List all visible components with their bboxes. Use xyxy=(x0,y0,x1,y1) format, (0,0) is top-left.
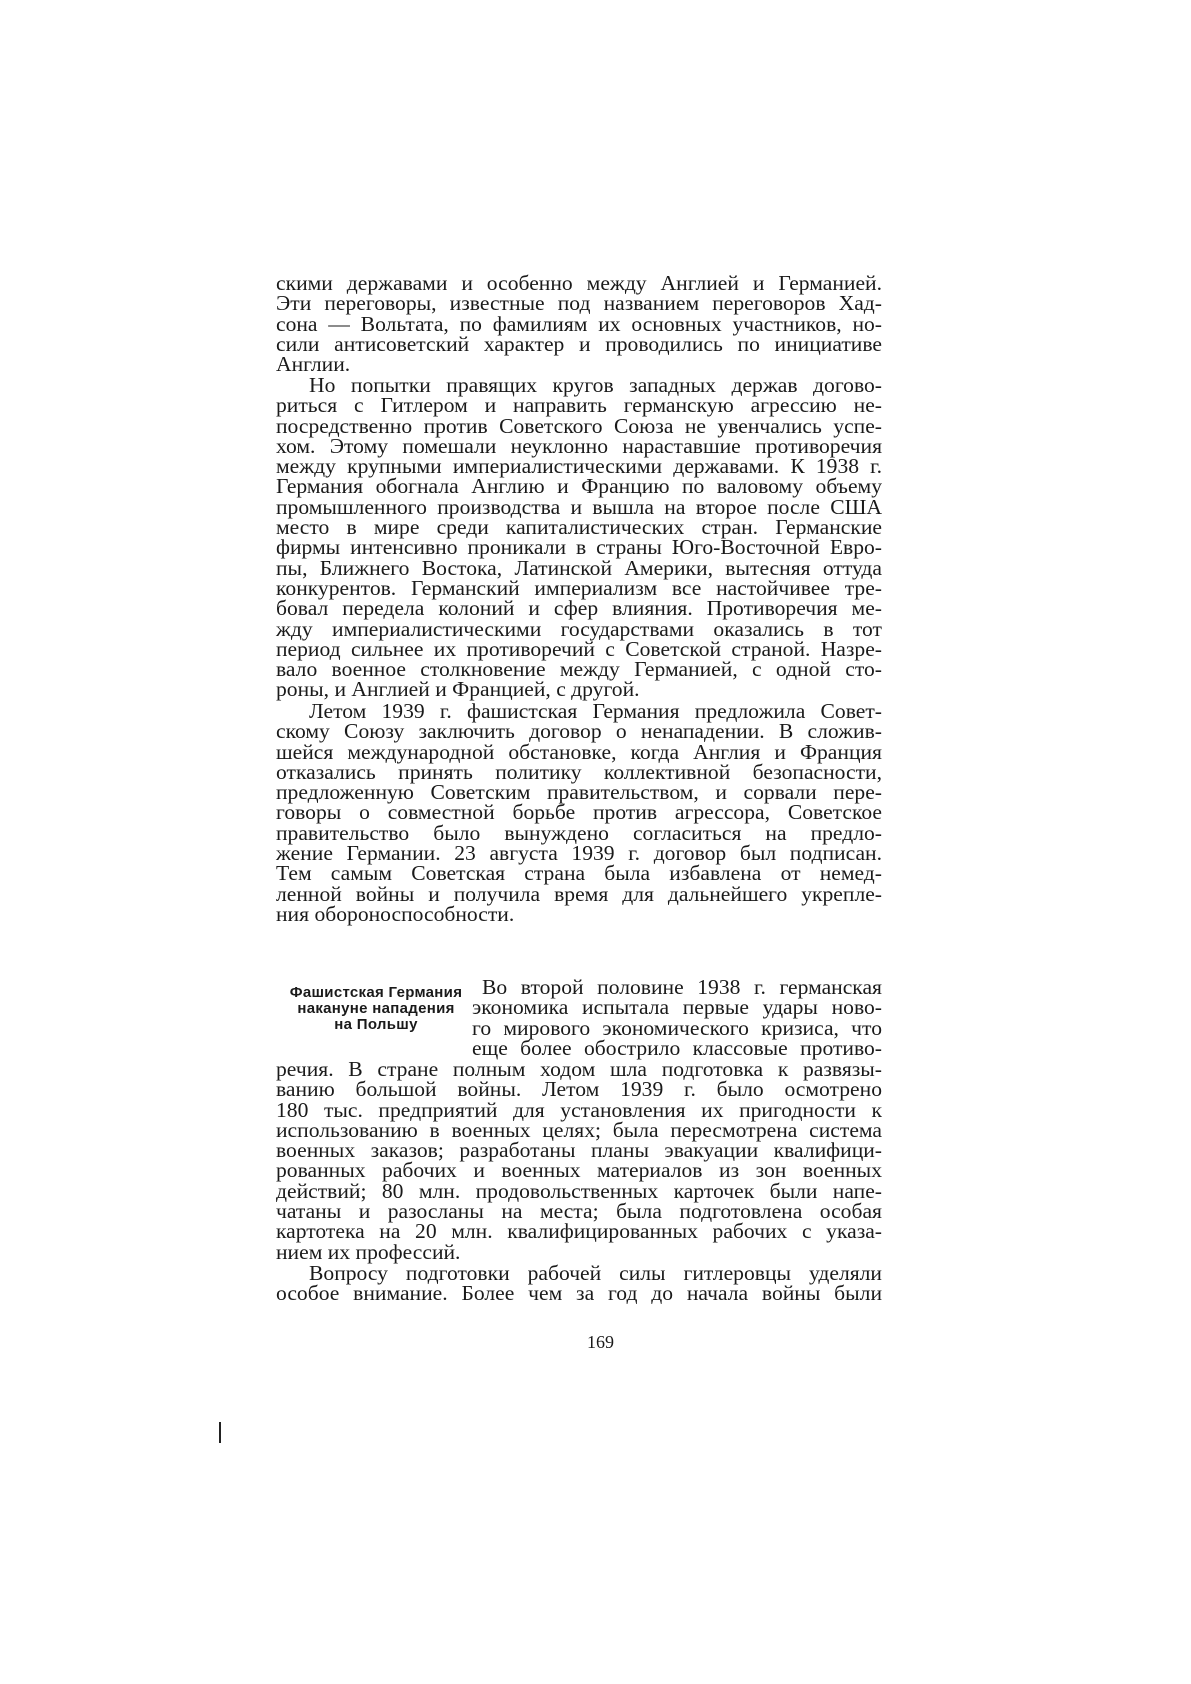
text-line: сона — Вольтата, по фамилиям их основных участников, но- xyxy=(276,311,882,336)
text-line: Вопросу подготовки рабочей силы гитлеровцы уделяли xyxy=(309,1261,882,1285)
text-line: ванию большой войны. Летом 1939 г. было осмотрено xyxy=(276,1077,882,1102)
text-line: Эти переговоры, известные под названием переговоров Хад- xyxy=(276,291,882,316)
section-heading xyxy=(276,985,476,1033)
text-line: сили антисоветский характер и проводились по инициативе xyxy=(276,331,882,356)
text-line: пы, Ближнего Востока, Латинской Америки, вытесняя оттуда xyxy=(276,555,882,580)
text-line: бовал передела колоний и сфер влияния. Противоречия ме- xyxy=(276,596,882,621)
text-line: Германия обогнала Англию и Францию по валовому объему xyxy=(276,474,882,499)
text-line: жение Германии. 23 августа 1939 г. договор был подписан. xyxy=(276,841,882,866)
paragraph-labor xyxy=(276,1263,882,1304)
text-line: го мирового экономического кризиса, что xyxy=(472,1015,882,1040)
text-line: Тем самым Советская страна была избавлена от немед- xyxy=(276,861,882,886)
text-line: экономика испытала первые удары ново- xyxy=(472,995,882,1020)
text-line: шейся международной обстановке, когда Англия и Франция xyxy=(276,739,882,764)
text-line: отказались принять политику коллективной безопасности, xyxy=(276,759,882,784)
text-line: Но попытки правящих кругов западных держав догово- xyxy=(309,373,882,397)
text-line: нием их профессий. xyxy=(276,1239,461,1264)
text-line: картотека на 20 млн. квалифицированных рабочих с указа- xyxy=(276,1219,882,1244)
text-line: речия. В стране полным ходом шла подготовка к развязы- xyxy=(276,1057,882,1081)
text-line: военных заказов; разработаны планы эвакуации квалифици- xyxy=(276,1138,882,1163)
text-line: правительство было вынуждено согласиться на предло- xyxy=(276,820,882,845)
text-line: скому Союзу заключить договор о ненападении. В сложив- xyxy=(276,719,882,744)
paragraph-war-preparation xyxy=(276,1059,882,1262)
text-line: чатаны и разосланы на места; была подготовлена особая xyxy=(276,1199,882,1224)
text-line: использованию в военных целях; была пересмотрена система xyxy=(276,1117,882,1142)
section-first-lines xyxy=(472,977,882,1058)
text-line: рованных рабочих и военных материалов из зон военных xyxy=(276,1158,882,1183)
heading-line: на Польшу xyxy=(334,1016,418,1033)
text-line: промышленного производства и вышла на второе после США xyxy=(276,494,882,519)
text-line: говоры о совместной борьбе против агрессора, Советское xyxy=(276,800,882,825)
text-line: 180 тыс. предприятий для установления их пригодности к xyxy=(276,1097,882,1122)
text-line: риться с Гитлером и направить германскую агрессию не- xyxy=(276,393,882,418)
text-line: действий; 80 млн. продовольственных карточек были напе- xyxy=(276,1178,882,1203)
paragraph-pact xyxy=(276,701,882,924)
text-line: жду империалистическими государствами оказались в тот xyxy=(276,616,882,641)
text-line: место в мире среди капиталистических стран. Германские xyxy=(276,515,882,540)
text-line: предложенную Советским правительством, и сорвали пере- xyxy=(276,780,882,805)
text-line: особое внимание. Более чем за год до начала войны были xyxy=(276,1281,882,1306)
text-line: скими державами и особенно между Англией и Германией. xyxy=(276,271,882,295)
text-line: между крупными империалистическими державами. К 1938 г. xyxy=(276,454,882,479)
paragraph-continuation xyxy=(276,271,882,377)
text-line: посредственно против Советского Союза не увенчались успе- xyxy=(276,413,882,438)
heading-line: накануне нападения xyxy=(297,1000,455,1017)
heading-line: Фашистская Германия xyxy=(289,984,463,1001)
text-line: Во второй половине 1938 г. германская xyxy=(482,975,882,999)
paragraph-contradictions xyxy=(276,375,882,700)
text-line: конкурентов. Германский империализм все настойчивее тре- xyxy=(276,575,882,600)
margin-mark xyxy=(219,1422,221,1443)
text-line: фирмы интенсивно проникали в страны Юго-Восточной Евро- xyxy=(276,535,882,560)
text-line: ленной войны и получила время для дальнейшего укрепле- xyxy=(276,881,882,906)
section-start xyxy=(276,977,882,1059)
text-line: Англии. xyxy=(276,352,351,377)
text-line: вало военное столкновение между Германией, с одной сто- xyxy=(276,657,882,682)
page-number: 169 xyxy=(587,1332,614,1352)
text-line: ния обороноспособности. xyxy=(276,901,515,926)
text-line: хом. Этому помешали неуклонно нараставшие противоречия xyxy=(276,433,882,458)
text-line: роны, и Англией и Францией, с другой. xyxy=(276,677,640,702)
text-line: период сильнее их противоречий с Советской страной. Назре- xyxy=(276,636,882,661)
text-line: еще более обострило классовые противо- xyxy=(472,1035,882,1060)
text-line: Летом 1939 г. фашистская Германия предложила Совет- xyxy=(309,699,882,723)
